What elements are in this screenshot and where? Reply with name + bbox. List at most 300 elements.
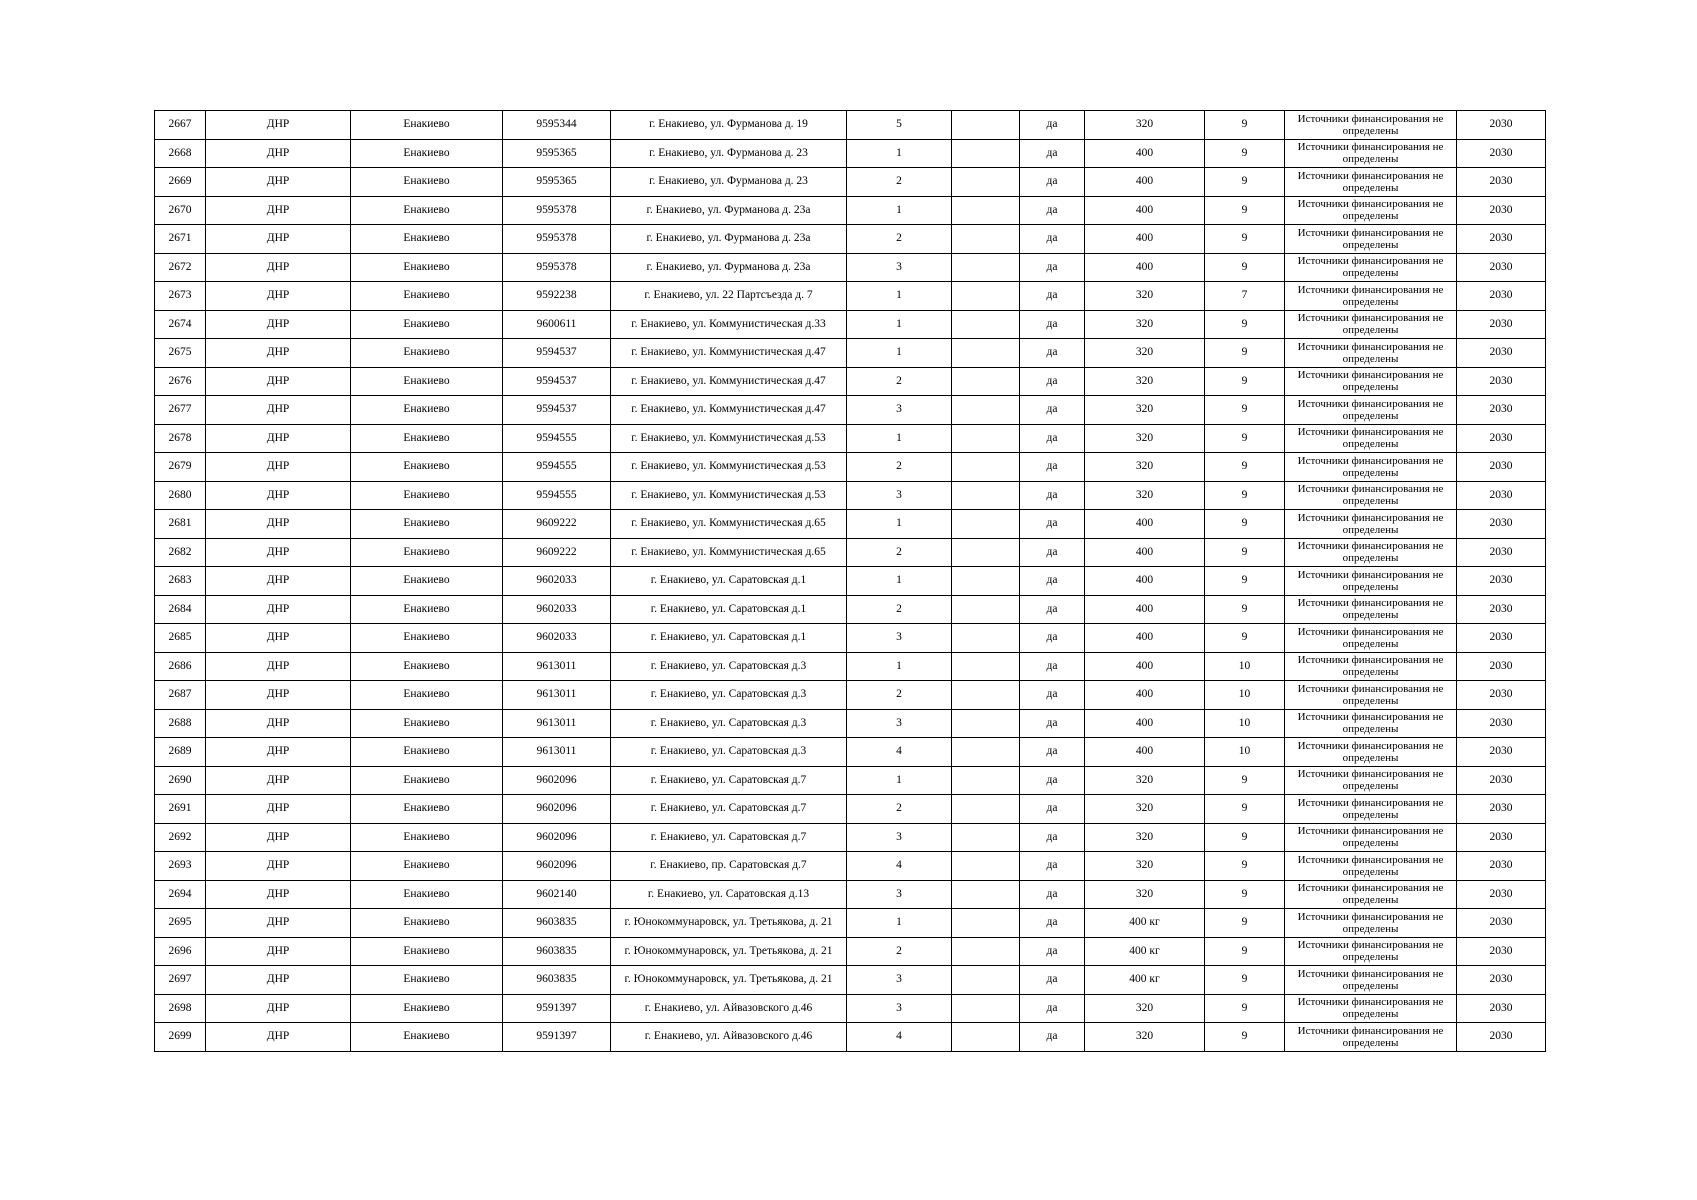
cell-region: ДНР [206,168,351,197]
cell-address: г. Енакиево, ул. Айвазовского д.46 [611,994,847,1023]
cell-year: 2030 [1457,253,1546,282]
cell-region: ДНР [206,567,351,596]
cell-address: г. Енакиево, ул. Коммунистическая д.47 [611,396,847,425]
cell-empty [952,795,1020,824]
cell-flag: да [1020,253,1085,282]
cell-capacity: 320 [1085,1023,1205,1052]
cell-flag: да [1020,282,1085,311]
cell-flag: да [1020,1023,1085,1052]
cell-year: 2030 [1457,595,1546,624]
table-row [155,196,1546,225]
cell-funding: Источники финансирования не определены [1285,681,1457,710]
cell-funding: Источники финансирования не определены [1285,709,1457,738]
cell-row-number: 2681 [155,510,206,539]
cell-capacity: 320 [1085,282,1205,311]
cell-capacity: 320 [1085,481,1205,510]
cell-building-id: 9591397 [503,1023,611,1052]
cell-row-number: 2677 [155,396,206,425]
cell-capacity: 320 [1085,396,1205,425]
cell-region: ДНР [206,795,351,824]
table-row [155,567,1546,596]
cell-empty [952,367,1020,396]
table-row [155,310,1546,339]
cell-year: 2030 [1457,795,1546,824]
cell-entrance: 3 [847,396,952,425]
cell-empty [952,937,1020,966]
cell-flag: да [1020,367,1085,396]
cell-region: ДНР [206,310,351,339]
cell-funding: Источники финансирования не определены [1285,795,1457,824]
cell-capacity: 320 [1085,310,1205,339]
cell-city: Енакиево [351,709,503,738]
cell-flag: да [1020,396,1085,425]
cell-funding: Источники финансирования не определены [1285,823,1457,852]
cell-capacity: 320 [1085,453,1205,482]
cell-building-id: 9603835 [503,937,611,966]
cell-address: г. Енакиево, ул. Саратовская д.13 [611,880,847,909]
cell-building-id: 9594555 [503,481,611,510]
cell-capacity: 400 [1085,681,1205,710]
cell-year: 2030 [1457,424,1546,453]
cell-row-number: 2672 [155,253,206,282]
cell-year: 2030 [1457,624,1546,653]
cell-funding: Источники финансирования не определены [1285,196,1457,225]
cell-building-id: 9595365 [503,139,611,168]
cell-year: 2030 [1457,852,1546,881]
cell-year: 2030 [1457,396,1546,425]
table-row [155,937,1546,966]
cell-entrance: 3 [847,880,952,909]
cell-empty [952,880,1020,909]
cell-region: ДНР [206,396,351,425]
cell-flag: да [1020,225,1085,254]
cell-flag: да [1020,111,1085,140]
cell-row-number: 2667 [155,111,206,140]
cell-floors: 10 [1205,738,1285,767]
cell-funding: Источники финансирования не определены [1285,424,1457,453]
cell-address: г. Енакиево, ул. Фурманова д. 23 [611,139,847,168]
cell-address: г. Енакиево, ул. Коммунистическая д.53 [611,481,847,510]
cell-floors: 9 [1205,595,1285,624]
cell-city: Енакиево [351,253,503,282]
cell-row-number: 2690 [155,766,206,795]
cell-flag: да [1020,709,1085,738]
table-row [155,282,1546,311]
cell-year: 2030 [1457,168,1546,197]
cell-year: 2030 [1457,282,1546,311]
cell-funding: Источники финансирования не определены [1285,766,1457,795]
cell-address: г. Енакиево, ул. Фурманова д. 23а [611,253,847,282]
cell-funding: Источники финансирования не определены [1285,624,1457,653]
cell-address: г. Енакиево, ул. Саратовская д.3 [611,738,847,767]
table-row [155,1023,1546,1052]
cell-year: 2030 [1457,538,1546,567]
cell-year: 2030 [1457,709,1546,738]
cell-empty [952,139,1020,168]
cell-region: ДНР [206,624,351,653]
cell-flag: да [1020,538,1085,567]
cell-empty [952,424,1020,453]
cell-funding: Источники финансирования не определены [1285,1023,1457,1052]
table-row [155,253,1546,282]
cell-row-number: 2694 [155,880,206,909]
table-body [155,111,1546,1052]
cell-entrance: 3 [847,709,952,738]
table-row [155,681,1546,710]
cell-year: 2030 [1457,909,1546,938]
cell-floors: 9 [1205,766,1285,795]
cell-row-number: 2682 [155,538,206,567]
cell-floors: 9 [1205,424,1285,453]
cell-row-number: 2699 [155,1023,206,1052]
cell-address: г. Енакиево, пр. Саратовская д.7 [611,852,847,881]
cell-funding: Источники финансирования не определены [1285,909,1457,938]
cell-empty [952,852,1020,881]
cell-entrance: 2 [847,595,952,624]
cell-region: ДНР [206,225,351,254]
cell-entrance: 2 [847,795,952,824]
cell-flag: да [1020,681,1085,710]
cell-row-number: 2692 [155,823,206,852]
cell-capacity: 320 [1085,766,1205,795]
cell-city: Енакиево [351,310,503,339]
cell-floors: 9 [1205,453,1285,482]
cell-row-number: 2676 [155,367,206,396]
table-row [155,966,1546,995]
cell-year: 2030 [1457,453,1546,482]
cell-address: г. Енакиево, ул. Коммунистическая д.53 [611,453,847,482]
cell-floors: 9 [1205,823,1285,852]
cell-address: г. Енакиево, ул. Коммунистическая д.53 [611,424,847,453]
cell-city: Енакиево [351,1023,503,1052]
cell-address: г. Енакиево, ул. Саратовская д.3 [611,681,847,710]
cell-year: 2030 [1457,966,1546,995]
cell-funding: Источники финансирования не определены [1285,282,1457,311]
cell-floors: 9 [1205,310,1285,339]
cell-region: ДНР [206,909,351,938]
cell-city: Енакиево [351,880,503,909]
cell-city: Енакиево [351,453,503,482]
cell-row-number: 2679 [155,453,206,482]
cell-address: г. Енакиево, ул. 22 Партсъезда д. 7 [611,282,847,311]
cell-empty [952,481,1020,510]
cell-year: 2030 [1457,823,1546,852]
cell-floors: 10 [1205,709,1285,738]
cell-flag: да [1020,424,1085,453]
table-row [155,111,1546,140]
cell-city: Енакиево [351,909,503,938]
cell-flag: да [1020,624,1085,653]
cell-city: Енакиево [351,510,503,539]
cell-year: 2030 [1457,139,1546,168]
cell-row-number: 2673 [155,282,206,311]
cell-address: г. Енакиево, ул. Айвазовского д.46 [611,1023,847,1052]
cell-floors: 9 [1205,966,1285,995]
cell-flag: да [1020,852,1085,881]
cell-entrance: 1 [847,339,952,368]
cell-year: 2030 [1457,880,1546,909]
cell-floors: 9 [1205,567,1285,596]
cell-entrance: 3 [847,253,952,282]
cell-year: 2030 [1457,367,1546,396]
cell-row-number: 2689 [155,738,206,767]
cell-address: г. Юнокоммунаровск, ул. Третьякова, д. 21 [611,937,847,966]
cell-funding: Источники финансирования не определены [1285,738,1457,767]
cell-flag: да [1020,994,1085,1023]
cell-region: ДНР [206,453,351,482]
cell-region: ДНР [206,111,351,140]
cell-building-id: 9592238 [503,282,611,311]
cell-row-number: 2674 [155,310,206,339]
cell-year: 2030 [1457,681,1546,710]
cell-region: ДНР [206,481,351,510]
cell-entrance: 1 [847,567,952,596]
cell-region: ДНР [206,880,351,909]
cell-funding: Источники финансирования не определены [1285,937,1457,966]
cell-region: ДНР [206,367,351,396]
cell-capacity: 400 [1085,538,1205,567]
cell-flag: да [1020,481,1085,510]
cell-flag: да [1020,937,1085,966]
cell-region: ДНР [206,510,351,539]
table-row [155,367,1546,396]
cell-floors: 9 [1205,253,1285,282]
cell-region: ДНР [206,738,351,767]
cell-entrance: 1 [847,196,952,225]
cell-funding: Источники финансирования не определены [1285,367,1457,396]
table-row [155,823,1546,852]
cell-empty [952,823,1020,852]
cell-building-id: 9602033 [503,624,611,653]
cell-city: Енакиево [351,795,503,824]
cell-city: Енакиево [351,111,503,140]
cell-flag: да [1020,339,1085,368]
cell-city: Енакиево [351,766,503,795]
cell-row-number: 2688 [155,709,206,738]
cell-flag: да [1020,139,1085,168]
cell-year: 2030 [1457,652,1546,681]
cell-funding: Источники финансирования не определены [1285,994,1457,1023]
cell-entrance: 1 [847,310,952,339]
cell-empty [952,709,1020,738]
cell-building-id: 9613011 [503,738,611,767]
cell-floors: 9 [1205,111,1285,140]
cell-row-number: 2698 [155,994,206,1023]
table-row [155,510,1546,539]
cell-address: г. Енакиево, ул. Саратовская д.7 [611,823,847,852]
cell-funding: Источники финансирования не определены [1285,852,1457,881]
cell-entrance: 1 [847,424,952,453]
table-row [155,595,1546,624]
cell-funding: Источники финансирования не определены [1285,652,1457,681]
cell-city: Енакиево [351,681,503,710]
cell-empty [952,225,1020,254]
cell-entrance: 2 [847,367,952,396]
table-row [155,795,1546,824]
cell-capacity: 320 [1085,852,1205,881]
cell-region: ДНР [206,937,351,966]
cell-address: г. Енакиево, ул. Фурманова д. 23 [611,168,847,197]
cell-address: г. Юнокоммунаровск, ул. Третьякова, д. 21 [611,909,847,938]
cell-empty [952,538,1020,567]
cell-flag: да [1020,510,1085,539]
cell-building-id: 9594537 [503,367,611,396]
cell-row-number: 2684 [155,595,206,624]
cell-capacity: 400 [1085,139,1205,168]
cell-city: Енакиево [351,966,503,995]
cell-region: ДНР [206,709,351,738]
cell-empty [952,994,1020,1023]
table-row [155,766,1546,795]
cell-row-number: 2695 [155,909,206,938]
cell-address: г. Енакиево, ул. Фурманова д. 23а [611,196,847,225]
cell-city: Енакиево [351,196,503,225]
table-row [155,538,1546,567]
cell-capacity: 400 кг [1085,966,1205,995]
cell-floors: 9 [1205,909,1285,938]
cell-year: 2030 [1457,937,1546,966]
data-table [154,110,1546,1052]
cell-address: г. Енакиево, ул. Саратовская д.1 [611,624,847,653]
cell-funding: Источники финансирования не определены [1285,880,1457,909]
cell-floors: 10 [1205,681,1285,710]
cell-year: 2030 [1457,738,1546,767]
cell-row-number: 2678 [155,424,206,453]
cell-funding: Источники финансирования не определены [1285,168,1457,197]
cell-entrance: 1 [847,909,952,938]
cell-capacity: 400 кг [1085,909,1205,938]
cell-address: г. Енакиево, ул. Саратовская д.1 [611,595,847,624]
cell-building-id: 9595344 [503,111,611,140]
cell-building-id: 9602096 [503,852,611,881]
cell-address: г. Енакиево, ул. Фурманова д. 19 [611,111,847,140]
cell-entrance: 1 [847,766,952,795]
cell-entrance: 1 [847,139,952,168]
cell-city: Енакиево [351,225,503,254]
cell-year: 2030 [1457,111,1546,140]
cell-entrance: 3 [847,994,952,1023]
cell-capacity: 320 [1085,111,1205,140]
cell-row-number: 2668 [155,139,206,168]
cell-capacity: 400 [1085,709,1205,738]
cell-flag: да [1020,738,1085,767]
cell-funding: Источники финансирования не определены [1285,453,1457,482]
table-row [155,909,1546,938]
cell-region: ДНР [206,852,351,881]
cell-empty [952,510,1020,539]
cell-flag: да [1020,595,1085,624]
cell-address: г. Енакиево, ул. Коммунистическая д.47 [611,339,847,368]
cell-building-id: 9594555 [503,424,611,453]
cell-flag: да [1020,766,1085,795]
cell-building-id: 9602096 [503,795,611,824]
cell-entrance: 1 [847,510,952,539]
cell-address: г. Енакиево, ул. Фурманова д. 23а [611,225,847,254]
cell-city: Енакиево [351,994,503,1023]
cell-row-number: 2675 [155,339,206,368]
cell-city: Енакиево [351,282,503,311]
cell-flag: да [1020,168,1085,197]
cell-flag: да [1020,909,1085,938]
cell-empty [952,168,1020,197]
cell-funding: Источники финансирования не определены [1285,567,1457,596]
cell-building-id: 9603835 [503,966,611,995]
cell-empty [952,396,1020,425]
cell-building-id: 9609222 [503,538,611,567]
cell-empty [952,766,1020,795]
cell-capacity: 320 [1085,339,1205,368]
cell-building-id: 9602033 [503,595,611,624]
cell-region: ДНР [206,424,351,453]
cell-year: 2030 [1457,310,1546,339]
cell-building-id: 9613011 [503,709,611,738]
cell-funding: Источники финансирования не определены [1285,481,1457,510]
table-row [155,339,1546,368]
cell-entrance: 4 [847,738,952,767]
cell-row-number: 2680 [155,481,206,510]
cell-capacity: 400 [1085,595,1205,624]
cell-floors: 9 [1205,624,1285,653]
cell-floors: 9 [1205,339,1285,368]
table-row [155,225,1546,254]
cell-row-number: 2696 [155,937,206,966]
cell-address: г. Енакиево, ул. Саратовская д.3 [611,709,847,738]
cell-funding: Источники финансирования не определены [1285,966,1457,995]
table-row [155,424,1546,453]
cell-empty [952,453,1020,482]
cell-city: Енакиево [351,139,503,168]
cell-region: ДНР [206,766,351,795]
cell-city: Енакиево [351,424,503,453]
cell-year: 2030 [1457,994,1546,1023]
cell-address: г. Енакиево, ул. Коммунистическая д.47 [611,367,847,396]
table-row [155,652,1546,681]
cell-region: ДНР [206,652,351,681]
cell-address: г. Енакиево, ул. Коммунистическая д.33 [611,310,847,339]
cell-empty [952,196,1020,225]
cell-region: ДНР [206,196,351,225]
cell-floors: 7 [1205,282,1285,311]
cell-city: Енакиево [351,652,503,681]
table-row [155,880,1546,909]
cell-entrance: 3 [847,966,952,995]
cell-building-id: 9609222 [503,510,611,539]
cell-city: Енакиево [351,339,503,368]
cell-funding: Источники финансирования не определены [1285,225,1457,254]
cell-row-number: 2693 [155,852,206,881]
cell-address: г. Енакиево, ул. Коммунистическая д.65 [611,510,847,539]
cell-city: Енакиево [351,595,503,624]
cell-address: г. Юнокоммунаровск, ул. Третьякова, д. 21 [611,966,847,995]
cell-year: 2030 [1457,510,1546,539]
cell-flag: да [1020,880,1085,909]
cell-address: г. Енакиево, ул. Саратовская д.1 [611,567,847,596]
cell-building-id: 9602140 [503,880,611,909]
table-row [155,738,1546,767]
cell-city: Енакиево [351,738,503,767]
cell-address: г. Енакиево, ул. Саратовская д.7 [611,795,847,824]
cell-entrance: 3 [847,624,952,653]
cell-floors: 9 [1205,852,1285,881]
cell-entrance: 2 [847,453,952,482]
cell-region: ДНР [206,253,351,282]
cell-building-id: 9594537 [503,396,611,425]
cell-capacity: 320 [1085,424,1205,453]
cell-building-id: 9602096 [503,823,611,852]
cell-flag: да [1020,795,1085,824]
cell-capacity: 400 [1085,168,1205,197]
cell-region: ДНР [206,139,351,168]
